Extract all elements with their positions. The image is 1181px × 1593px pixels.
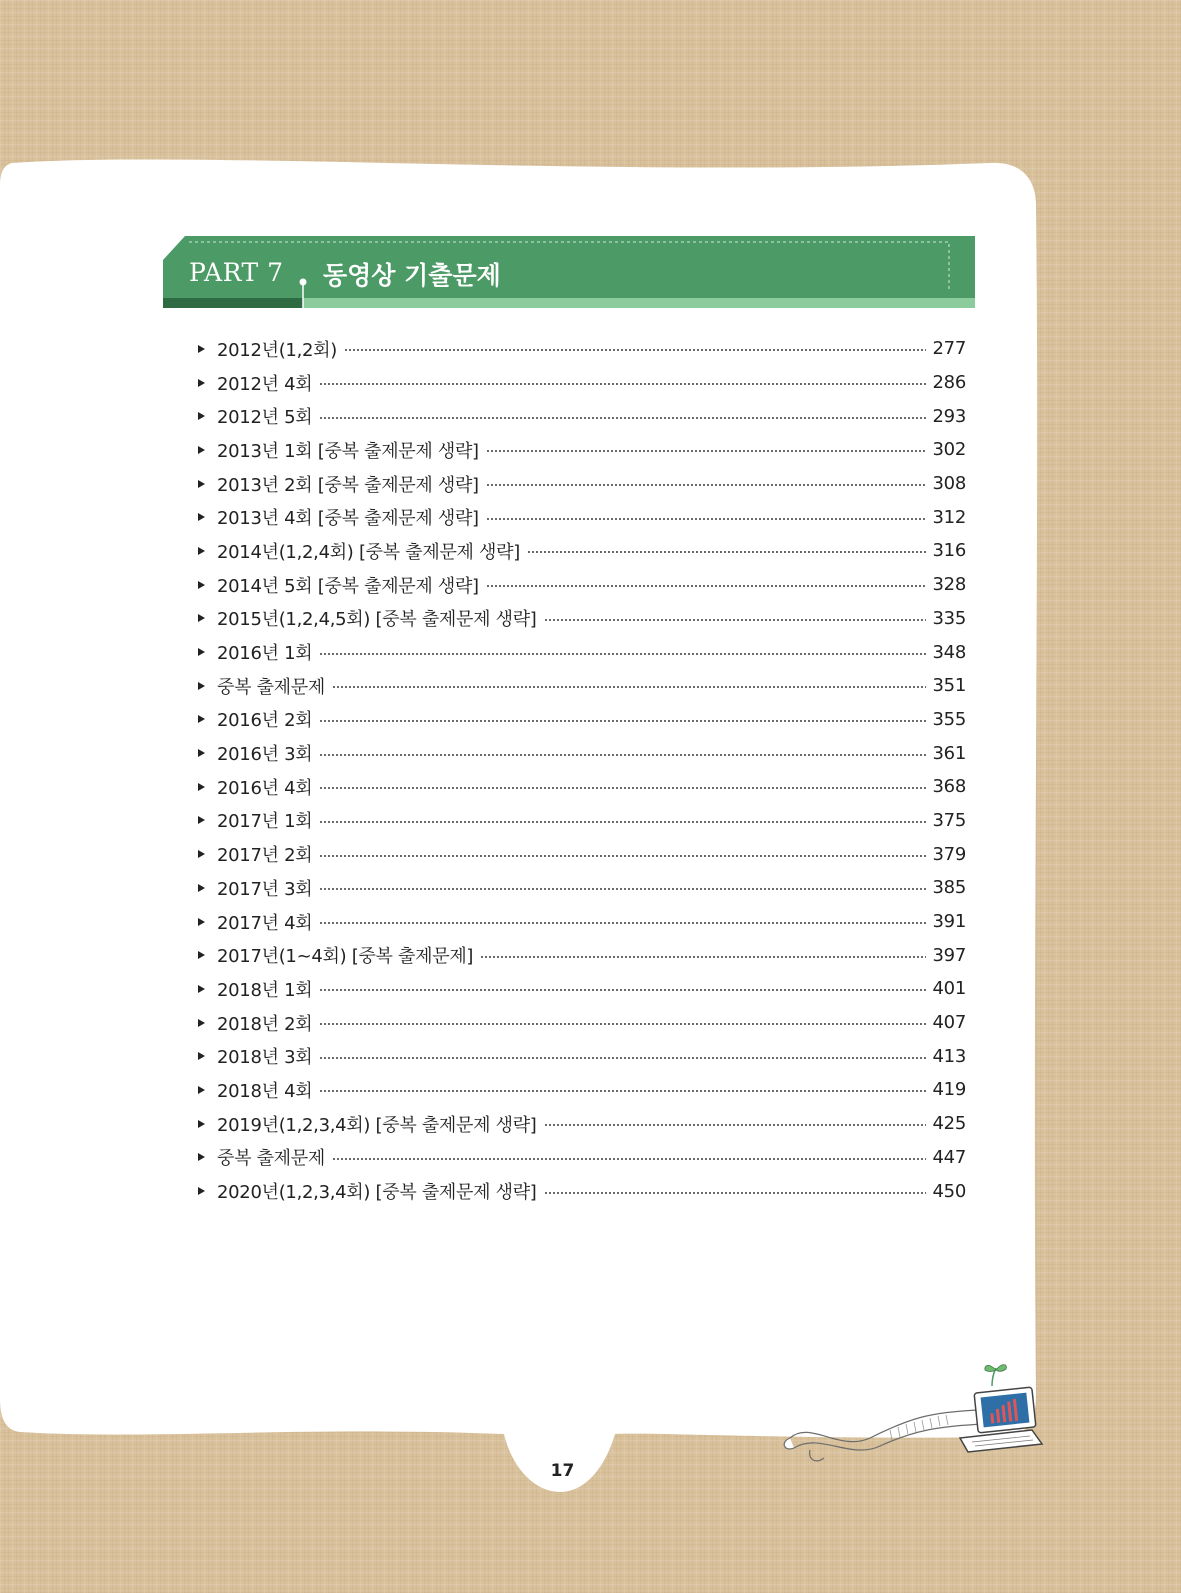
toc-item-title: 2018년 3회 xyxy=(217,1047,313,1069)
toc-item-title: 2015년(1,2,4,5회) [중복 출제문제 생략] xyxy=(217,609,537,631)
toc-item-title: 2019년(1,2,3,4회) [중복 출제문제 생략] xyxy=(217,1114,537,1136)
dot-leader xyxy=(480,956,925,958)
header-banner xyxy=(163,236,975,314)
toc-item[interactable] xyxy=(198,635,966,669)
toc-item[interactable] xyxy=(198,736,966,770)
toc-item-page: 348 xyxy=(932,641,966,663)
toc-item-page: 419 xyxy=(932,1079,966,1101)
toc-item-title: 2017년 1회 xyxy=(217,811,313,833)
toc-item[interactable] xyxy=(198,669,966,703)
bullet-triangle-icon xyxy=(198,884,205,892)
toc-item-page: 351 xyxy=(932,675,966,697)
toc-item-page: 450 xyxy=(932,1180,966,1202)
toc-item-page: 391 xyxy=(932,911,966,933)
bullet-triangle-icon xyxy=(198,547,205,555)
toc-item[interactable] xyxy=(198,770,966,804)
dot-leader xyxy=(486,585,926,587)
toc-item-title: 2012년(1,2회) xyxy=(217,339,337,361)
page-number: 17 xyxy=(550,1461,575,1481)
toc-item[interactable] xyxy=(198,905,966,939)
bullet-triangle-icon xyxy=(198,749,205,757)
bullet-triangle-icon xyxy=(198,446,205,454)
toc-item[interactable] xyxy=(198,602,966,636)
toc-item-title: 중복 출제문제 xyxy=(217,676,325,698)
toc-item-title: 2012년 4회 xyxy=(217,373,313,395)
part-title: 동영상 기출문제 xyxy=(323,261,501,290)
toc-item[interactable] xyxy=(198,837,966,871)
toc-item-page: 375 xyxy=(932,809,966,831)
bullet-triangle-icon xyxy=(198,480,205,488)
dot-leader xyxy=(332,1158,926,1160)
bullet-triangle-icon xyxy=(198,816,205,824)
toc-list xyxy=(198,332,966,1208)
toc-item-title: 2014년(1,2,4회) [중복 출제문제 생략] xyxy=(217,541,520,563)
toc-item[interactable] xyxy=(198,972,966,1006)
toc-item-page: 328 xyxy=(932,574,966,596)
dot-leader xyxy=(319,787,925,789)
bullet-triangle-icon xyxy=(198,1120,205,1128)
dot-leader xyxy=(544,1192,926,1194)
toc-item-page: 335 xyxy=(932,607,966,629)
bullet-triangle-icon xyxy=(198,345,205,353)
part-header xyxy=(163,236,975,314)
toc-item-title: 중복 출제문제 xyxy=(217,1148,325,1170)
toc-item-page: 312 xyxy=(932,506,966,528)
bullet-triangle-icon xyxy=(198,783,205,791)
dot-leader xyxy=(486,484,926,486)
toc-item-page: 308 xyxy=(932,473,966,495)
toc-item-title: 2013년 4회 [중복 출제문제 생략] xyxy=(217,508,479,530)
bullet-triangle-icon xyxy=(198,614,205,622)
toc-item[interactable] xyxy=(198,703,966,737)
bullet-triangle-icon xyxy=(198,985,205,993)
toc-item[interactable] xyxy=(198,534,966,568)
dot-leader xyxy=(319,1090,925,1092)
bullet-triangle-icon xyxy=(198,581,205,589)
dot-leader xyxy=(319,888,925,890)
dot-leader xyxy=(319,653,925,655)
toc-item-title: 2013년 1회 [중복 출제문제 생략] xyxy=(217,440,479,462)
bullet-triangle-icon xyxy=(198,1086,205,1094)
dot-leader xyxy=(344,349,926,351)
dot-leader xyxy=(319,1023,925,1025)
bullet-triangle-icon xyxy=(198,1187,205,1195)
toc-item-page: 397 xyxy=(932,944,966,966)
toc-item[interactable] xyxy=(198,1039,966,1073)
toc-item[interactable] xyxy=(198,399,966,433)
bullet-triangle-icon xyxy=(198,951,205,959)
bullet-triangle-icon xyxy=(198,648,205,656)
bullet-triangle-icon xyxy=(198,379,205,387)
toc-item-page: 286 xyxy=(932,372,966,394)
toc-item[interactable] xyxy=(198,1073,966,1107)
toc-item-page: 277 xyxy=(932,338,966,360)
toc-item-page: 302 xyxy=(932,439,966,461)
toc-item-page: 401 xyxy=(932,978,966,1000)
dot-leader xyxy=(319,855,925,857)
toc-item-page: 379 xyxy=(932,843,966,865)
toc-item-title: 2018년 1회 xyxy=(217,979,313,1001)
bullet-triangle-icon xyxy=(198,1052,205,1060)
dot-leader xyxy=(332,686,926,688)
dot-leader xyxy=(319,754,925,756)
dot-leader xyxy=(319,720,925,722)
dot-leader xyxy=(319,383,925,385)
toc-item-title: 2014년 5회 [중복 출제문제 생략] xyxy=(217,575,479,597)
toc-item-page: 316 xyxy=(932,540,966,562)
bullet-triangle-icon xyxy=(198,850,205,858)
toc-item[interactable] xyxy=(198,467,966,501)
toc-item-page: 447 xyxy=(932,1146,966,1168)
toc-item[interactable] xyxy=(198,1006,966,1040)
dot-leader xyxy=(319,417,925,419)
toc-item-page: 407 xyxy=(932,1012,966,1034)
toc-item[interactable] xyxy=(198,366,966,400)
toc-item[interactable] xyxy=(198,332,966,366)
toc-item[interactable] xyxy=(198,433,966,467)
dot-leader xyxy=(319,1057,925,1059)
dot-leader xyxy=(486,450,926,452)
toc-item-page: 385 xyxy=(932,877,966,899)
bullet-triangle-icon xyxy=(198,715,205,723)
laptop-scroll-illustration xyxy=(780,1360,1050,1480)
bullet-triangle-icon xyxy=(198,1153,205,1161)
dot-leader xyxy=(486,518,926,520)
toc-item-title: 2012년 5회 xyxy=(217,407,313,429)
bullet-triangle-icon xyxy=(198,513,205,521)
toc-item-title: 2018년 2회 xyxy=(217,1013,313,1035)
toc-item-page: 425 xyxy=(932,1113,966,1135)
toc-item-page: 361 xyxy=(932,742,966,764)
toc-item[interactable] xyxy=(198,568,966,602)
toc-item-title: 2016년 1회 xyxy=(217,643,313,665)
toc-item[interactable] xyxy=(198,1141,966,1175)
toc-item-title: 2020년(1,2,3,4회) [중복 출제문제 생략] xyxy=(217,1182,537,1204)
bullet-triangle-icon xyxy=(198,1019,205,1027)
toc-item-page: 368 xyxy=(932,776,966,798)
toc-item-title: 2018년 4회 xyxy=(217,1080,313,1102)
bullet-triangle-icon xyxy=(198,682,205,690)
dot-leader xyxy=(319,821,925,823)
toc-item[interactable] xyxy=(198,938,966,972)
toc-item-title: 2017년 3회 xyxy=(217,878,313,900)
dot-leader xyxy=(544,1124,926,1126)
dot-leader xyxy=(527,551,926,553)
toc-item[interactable] xyxy=(198,1174,966,1208)
toc-item-page: 355 xyxy=(932,708,966,730)
toc-item[interactable] xyxy=(198,871,966,905)
bullet-triangle-icon xyxy=(198,918,205,926)
toc-item-title: 2017년 4회 xyxy=(217,912,313,934)
toc-item[interactable] xyxy=(198,1107,966,1141)
bullet-triangle-icon xyxy=(198,412,205,420)
toc-item-title: 2013년 2회 [중복 출제문제 생략] xyxy=(217,474,479,496)
dot-leader xyxy=(544,619,926,621)
toc-item[interactable] xyxy=(198,804,966,838)
toc-item-title: 2016년 4회 xyxy=(217,777,313,799)
part-label: PART 7 xyxy=(189,258,284,287)
dot-leader xyxy=(319,922,925,924)
toc-item-title: 2017년(1~4회) [중복 출제문제] xyxy=(217,946,474,968)
toc-item-page: 293 xyxy=(932,405,966,427)
toc-item-title: 2016년 3회 xyxy=(217,744,313,766)
toc-item-page: 413 xyxy=(932,1045,966,1067)
dot-leader xyxy=(319,989,925,991)
toc-item-title: 2017년 2회 xyxy=(217,845,313,867)
toc-item-title: 2016년 2회 xyxy=(217,710,313,732)
toc-item[interactable] xyxy=(198,500,966,534)
